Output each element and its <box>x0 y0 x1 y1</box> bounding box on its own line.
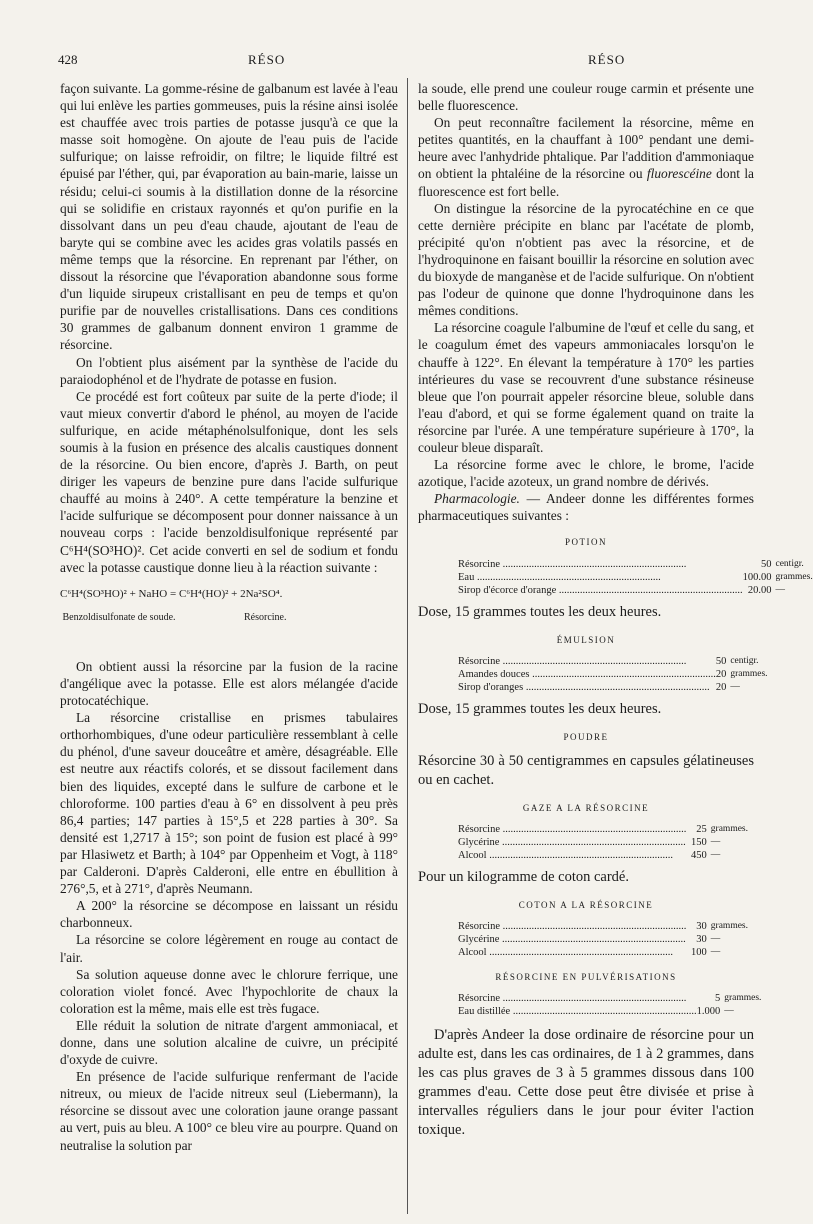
table-row: Amandes douces ..... 20 grammes. <box>458 668 768 681</box>
table-row: Résorcine ..... 30 grammes. <box>458 920 748 933</box>
table-row: Résorcine ..... 25 grammes. <box>458 823 748 836</box>
section-title-poudre: POUDRE <box>563 731 609 742</box>
poudre-text: Résorcine 30 à 50 centigrammes en capsules gélatineuses ou en cachet. <box>418 752 754 788</box>
dose-note: Dose, 15 grammes toutes les deux heures. <box>418 700 662 717</box>
paragraph: façon suivante. La gomme-résine de galbanum est lavée à l'eau qui lui enlève les parties gommeuses, puis la résine ainsi isolée est chauffée avec trois parties de potasse jusqu'à ce que la masse soit homogène. On ajoute de l'eau puis de l'acide sulfurique; on laisse refroidir, on filtre; le liquide filtré est épuisé par l'éther, qui, par évaporation au bain-marie, laisse un résidu; celui-ci soumis à la distillation donne de la résorcine qui se solidifie en cristaux rayonnés et qu'on purifie en la dissolvant dans un peu d'eau chaude, ajoutant de l'eau de baryte qui se combine avec les acides gras volatils passés en même temps que la résorcine. En reprenant par l'éther, on dissout la résorcine que l'évaporation abandonne sous forme d'un liquide sirupeux cristallisant en peu de temps et qu'on purifie par de nouvelles cristallisations. Dans ces conditions 30 grammes de galbanum donnent environ 1 gramme de résorcine. <box>60 81 398 353</box>
page-header <box>58 52 742 72</box>
paragraph: Elle réduit la solution de nitrate d'argent ammoniacal, et donne, dans une solution alcaline de cuivre, un précipité d'oxyde de cuivre. <box>60 1017 398 1068</box>
gaze-note: Pour un kilogramme de coton cardé. <box>418 868 629 885</box>
recipe-table-emulsion <box>458 655 768 694</box>
chemical-formula <box>60 586 398 626</box>
paragraph: On l'obtient plus aisément par la synthèse de l'acide du paraiodophénol et de l'hydrate de potasse en fusion. <box>60 354 398 387</box>
table-row: Glycérine ..... 150 — <box>458 836 748 849</box>
table-row: Eau ..... 100.00 grammes. <box>458 571 813 584</box>
paragraph: La résorcine cristallise en prismes tabulaires orthorhombiques, d'une odeur particulière ressemblant à celle du phénol, d'une saveur douceâtre et amère, désagréable. Elle est neutre aux réactifs colorés, et se dissout facilement dans bien des liquides, excepté dans le sulfure de carbone et le chloroforme. 100 parties d'eau à 6° en dissolvent à peu près 86,4 parties; 147 parties à 15°,5 et 228 parties à 30°. Sa densité est 1,2717 à 15°; son point de fusion est placé à 99° par Hlasiwetz et Barth; à 104° par Oppenheim et Vogt, à 118° par Calderoni. D'après Calderoni, elle entre en ébullition à 276°,5, et à 271°, d'après Neumann. <box>60 710 398 897</box>
paragraph: La résorcine se colore légèrement en rouge au contact de l'air. <box>60 932 398 965</box>
dose-note: Dose, 15 grammes toutes les deux heures. <box>418 603 662 620</box>
right-column <box>418 80 813 1140</box>
italic-heading: Pharmacologie. <box>434 491 520 507</box>
section-title-pulverisations: RÉSORCINE EN PULVÉRISATIONS <box>495 971 677 982</box>
table-row: Alcool ..... 450 — <box>458 849 748 862</box>
italic-term: fluorescéine <box>646 166 712 182</box>
recipe-table-coton <box>458 920 748 959</box>
section-title-gaze: GAZE A LA RÉSORCINE <box>522 802 650 813</box>
running-head-left: RÉSO <box>248 52 286 67</box>
paragraph: Pharmacologie. — Andeer donne les différentes formes pharmaceutiques suivantes : <box>418 491 754 524</box>
table-row: Eau distillée ..... 1.000 — <box>458 1005 761 1018</box>
table-row: Glycérine ..... 30 — <box>458 933 748 946</box>
recipe-table-gaze <box>458 823 748 862</box>
section-title-emulsion: ÉMULSION <box>556 634 616 645</box>
section-title-coton: COTON A LA RÉSORCINE <box>518 899 654 910</box>
table-row: Sirop d'écorce d'orange ..... 20.00 — <box>458 584 813 597</box>
paragraph: On obtient aussi la résorcine par la fusion de la racine d'angélique avec la potasse. Elle est alors mélangée d'acide protocatéchique. <box>60 658 398 709</box>
paragraph: Sa solution aqueuse donne avec le chlorure ferrique, une coloration violet foncé. Avec l'hypochlorite de chaux la coloration est la même, mais elle est très fugace. <box>60 966 398 1016</box>
paragraph: Ce procédé est fort coûteux par suite de la perte d'iode; il vaut mieux convertir d'abord le phénol, au moyen de l'acide sulfurique, en acide métaphénolsulfonique, dont les sels soumis à la fusion en présence des alcalis caustiques donnent de la résorcine. Ou bien encore, d'après J. Barth, on peut diriger les vapeurs de benzine pure dans l'acide sulfurique chauffé au moins à 240°. A cette température la benzine et l'acide sulfurique se décomposent pour donner naissance à un nouveau corps : l'acide benzoldisulfonique représenté par C⁶H⁴(SO³HO)². Cet acide converti en sel de sodium et fondu avec la potasse caustique donne lieu à la réaction suivante : <box>60 388 398 575</box>
paragraph: la soude, elle prend une couleur rouge carmin et présente une belle fluorescence. <box>418 81 754 114</box>
recipe-table-potion <box>458 558 813 597</box>
paragraph: La résorcine coagule l'albumine de l'œuf et celle du sang, et le coagulum émet des vapeurs ammoniacales lorsqu'on le chauffe à 122°. En élevant la température à 170° les parties intérieures du vase se recouvrent d'une substance résineuse bleue que l'on pourrait appeler résorcine bleue, soluble dans l'eau d'abord, et qui se forme également quand on traite la résorcine par l'urée. A une température supérieure à 170°, la couleur bleue disparaît. <box>418 320 754 455</box>
table-row: Résorcine ..... 50 centigr. <box>458 655 768 668</box>
running-head-right: RÉSO <box>588 52 626 67</box>
formula-label-benzoldisulfonate: Benzoldisulfonate de soude. <box>62 611 176 623</box>
page-number: 428 <box>58 52 78 67</box>
paragraph: En présence de l'acide sulfurique renfermant de l'acide nitreux, ou mieux de l'acide nitreux seul (Liebermann), la résorcine se dissout avec une coloration jaune orange passant au vert, puis au bleu. A 100° ce bleu vire au pourpre. Quand on neutralise la solution par <box>60 1069 398 1153</box>
section-title-potion: POTION <box>565 537 607 548</box>
paragraph: A 200° la résorcine se décompose en laissant un résidu charbonneux. <box>60 898 398 931</box>
paragraph: La résorcine forme avec le chlore, le brome, l'acide azotique, l'acide azoteux, un grand nombre de dérivés. <box>418 457 754 490</box>
table-row: Sirop d'oranges ..... 20 — <box>458 681 768 694</box>
paragraph: On distingue la résorcine de la pyrocatéchine en ce que cette dernière précipite en blanc par l'acétate de plomb, précipité qu'on n'obtient pas avec la résorcine, et de l'hydroquinone en faisant bouillir la résorcine en solution avec du bioxyde de manganèse et de l'acide sulfurique. On n'obtient pas l'odeur de quinone que donne l'hydroquinone dans les mêmes conditions. <box>418 200 754 319</box>
table-row: Résorcine ..... 50 centigr. <box>458 558 813 571</box>
formula-equation: C⁶H⁴(SO³HO)² + NaHO = C⁶H⁴(HO)² + 2Na²SO⁴. <box>60 587 283 600</box>
recipe-table-pulverisations <box>458 992 761 1018</box>
column-rule <box>407 78 408 1214</box>
left-column <box>60 80 398 1154</box>
paragraph: D'après Andeer la dose ordinaire de résorcine pour un adulte est, dans les cas ordinaires, de 1 à 2 grammes, dans les cas plus graves de 3 à 5 grammes dissous dans 100 grammes d'eau. Cette dose peut être divisée et prise à intervalles réguliers dans le jour pour éviter l'action toxique. <box>418 1027 754 1138</box>
table-row: Alcool ..... 100 — <box>458 946 748 959</box>
table-row: Résorcine ..... 5 grammes. <box>458 992 761 1005</box>
formula-label-resorcine: Résorcine. <box>244 611 287 623</box>
paragraph: On peut reconnaître facilement la résorcine, même en petites quantités, en la chauffant à 100° pendant une demi-heure avec l'anhydride phtalique. Par l'addition d'ammoniaque on obtient la phtaléine de la résorcine ou fluorescéine dont la fluorescence est fort belle. <box>418 115 754 199</box>
